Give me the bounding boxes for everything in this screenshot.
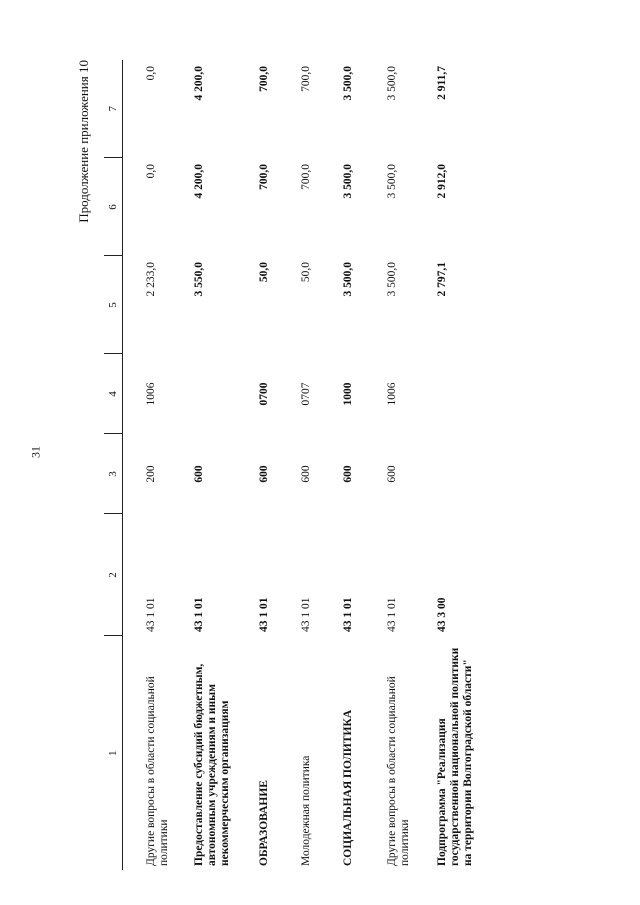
row-spacer-cell — [362, 60, 386, 870]
row-col-4: 1000 — [342, 382, 354, 406]
header-col-1: 1 — [104, 636, 123, 870]
row-code: 43 1 01 — [258, 597, 270, 632]
row-value-7: 2 911,7 — [436, 66, 448, 100]
row-value-6: 3 500,0 — [342, 164, 354, 199]
row-code: 43 1 01 — [300, 597, 312, 632]
row-name: ОБРАЗОВАНИЕ — [258, 780, 270, 866]
header-col-5: 5 — [104, 256, 123, 354]
row-spacer — [362, 60, 386, 870]
row-value-5: 50,0 — [300, 262, 312, 283]
header-col-4: 4 — [104, 354, 123, 434]
row-spacer — [278, 60, 300, 870]
row-col-3: 200 — [145, 465, 157, 483]
row-spacer — [123, 60, 146, 870]
row-value-7: 0,0 — [145, 66, 157, 81]
row-value-6: 700,0 — [258, 164, 270, 190]
row-value-6: 3 500,0 — [386, 164, 398, 199]
row-name: СОЦИАЛЬНАЯ ПОЛИТИКА — [342, 709, 354, 866]
table-row — [386, 60, 412, 870]
table-row — [258, 60, 278, 870]
row-col-3: 600 — [386, 465, 398, 483]
row-col-3: 600 — [300, 465, 312, 483]
row-value-5: 3 500,0 — [342, 262, 354, 297]
table-row — [300, 60, 320, 870]
row-name: Другие вопросы в области социальной политики — [386, 676, 411, 866]
row-col-4: 1006 — [145, 382, 157, 406]
table-row — [436, 60, 475, 870]
header-col-7: 7 — [104, 60, 123, 158]
header-col-2: 2 — [104, 514, 123, 636]
row-name: Молодежная политика — [300, 755, 312, 866]
row-code: 43 1 01 — [193, 597, 205, 632]
row-value-5: 2 797,1 — [436, 262, 448, 297]
row-value-7: 3 500,0 — [386, 66, 398, 101]
header-col-3: 3 — [104, 434, 123, 514]
header-row — [104, 60, 123, 870]
row-code: 43 1 01 — [386, 597, 398, 632]
row-value-5: 2 233,0 — [145, 262, 157, 297]
row-code: 43 1 01 — [145, 597, 157, 632]
row-name: Другие вопросы в области социальной политики — [145, 676, 170, 866]
row-col-3: 600 — [258, 465, 270, 483]
row-col-4: 0707 — [300, 382, 312, 406]
row-spacer — [171, 60, 193, 870]
table-body — [123, 60, 476, 870]
row-value-5: 3 550,0 — [193, 262, 205, 297]
row-spacer-cell — [171, 60, 193, 870]
row-value-6: 0,0 — [145, 164, 157, 179]
row-value-7: 4 200,0 — [193, 66, 205, 101]
row-value-5: 3 500,0 — [386, 262, 398, 297]
table-row — [193, 60, 232, 870]
row-col-4 — [193, 354, 232, 434]
row-col-3: 600 — [193, 465, 205, 483]
row-value-6: 4 200,0 — [193, 164, 205, 199]
row-spacer-cell — [123, 60, 146, 870]
row-col-4 — [436, 354, 475, 434]
row-name: Подпрограмма "Реализация государственной национальной политики на территории Волгоградской области" — [436, 647, 474, 866]
row-value-6: 2 912,0 — [436, 164, 448, 199]
row-spacer-cell — [278, 60, 300, 870]
row-col-3 — [436, 434, 475, 514]
budget-table — [104, 60, 475, 870]
row-spacer-cell — [232, 60, 258, 870]
table-row — [342, 60, 362, 870]
row-value-6: 700,0 — [300, 164, 312, 190]
row-code: 43 3 00 — [436, 597, 448, 632]
row-spacer-cell — [320, 60, 342, 870]
row-spacer — [320, 60, 342, 870]
table-row — [145, 60, 171, 870]
row-value-7: 3 500,0 — [342, 66, 354, 101]
row-col-4: 0700 — [258, 382, 270, 406]
row-value-7: 700,0 — [300, 66, 312, 92]
page-number: 31 — [28, 446, 43, 458]
appendix-caption: Продолжение приложения 10 — [76, 60, 91, 223]
row-name: Предоставление субсидий бюджетным, автономным учреждениям и иным некоммерческим организациям — [193, 663, 231, 866]
row-col-3: 600 — [342, 465, 354, 483]
row-spacer — [412, 60, 436, 870]
row-col-4: 1006 — [386, 382, 398, 406]
row-value-7: 700,0 — [258, 66, 270, 92]
header-col-6: 6 — [104, 158, 123, 256]
row-code: 43 1 01 — [342, 597, 354, 632]
row-spacer-cell — [412, 60, 436, 870]
rotated-page — [60, 30, 620, 890]
row-value-5: 50,0 — [258, 262, 270, 283]
row-spacer — [232, 60, 258, 870]
